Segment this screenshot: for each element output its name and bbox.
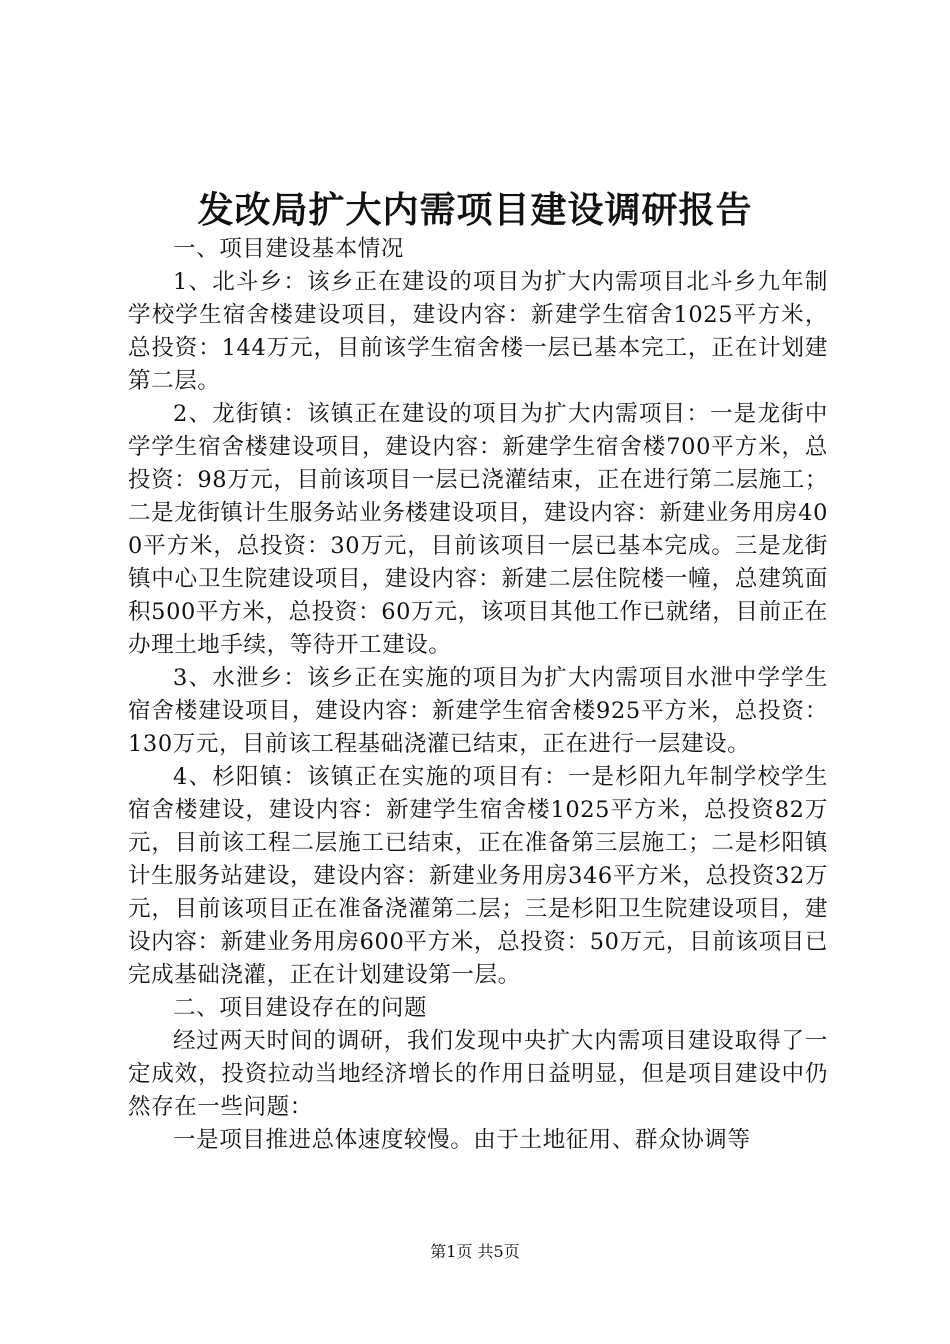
- body-paragraph: 经过两天时间的调研，我们发现中央扩大内需项目建设取得了一定成效，投资拉动当地经济增长的作用日益明显，但是项目建设中仍然存在一些问题：: [128, 1028, 828, 1120]
- body-paragraph: 2、龙街镇：该镇正在建设的项目为扩大内需项目：一是龙街中学学生宿舍楼建设项目，建设内容：新建学生宿舍楼700平方米，总投资：98万元，目前该项目一层已浇灌结束，正在进行第二层施工；二是龙街镇计生服务站业务楼建设项目，建设内容：新建业务用房400平方米，总投资：30万元，目前该项目一层已基本完成。三是龙街镇中心卫生院建设项目，建设内容：新建二层住院楼一幢，总建筑面积500平方米，总投资：60万元，该项目其他工作已就绪，目前正在办理土地手续，等待开工建设。: [128, 401, 828, 658]
- section-heading: 二、项目建设存在的问题: [173, 995, 428, 1021]
- page-number-footer: 第1页 共5页: [430, 1242, 520, 1261]
- body-paragraph: 1、北斗乡：该乡正在建设的项目为扩大内需项目北斗乡九年制学校学生宿舍楼建设项目，建设内容：新建学生宿舍1025平方米，总投资：144万元，目前该学生宿舍楼一层已基本完工，正在计划建第二层。: [128, 269, 828, 394]
- body-paragraph: 一是项目推进总体速度较慢。由于土地征用、群众协调等: [173, 1127, 751, 1153]
- body-paragraph: 4、杉阳镇：该镇正在实施的项目有：一是杉阳九年制学校学生宿舍楼建设，建设内容：新建学生宿舍楼1025平方米，总投资82万元，目前该工程二层施工已结束，正在准备第三层施工；二是杉阳镇计生服务站建设，建设内容：新建业务用房346平方米，总投资32万元，目前该项目正在准备浇灌第二层；三是杉阳卫生院建设项目，建设内容：新建业务用房600平方米，总投资：50万元，目前该项目已完成基础浇灌，正在计划建设第一层。: [128, 764, 828, 988]
- section-heading: 一、项目建设基本情况: [173, 236, 405, 262]
- document-body: [128, 233, 828, 1157]
- body-paragraph: 3、水泄乡：该乡正在实施的项目为扩大内需项目水泄中学学生宿舍楼建设项目，建设内容：新建学生宿舍楼925平方米，总投资：130万元，目前该工程基础浇灌已结束，正在进行一层建设。: [128, 665, 828, 757]
- page-title: 发改局扩大内需项目建设调研报告: [197, 189, 753, 231]
